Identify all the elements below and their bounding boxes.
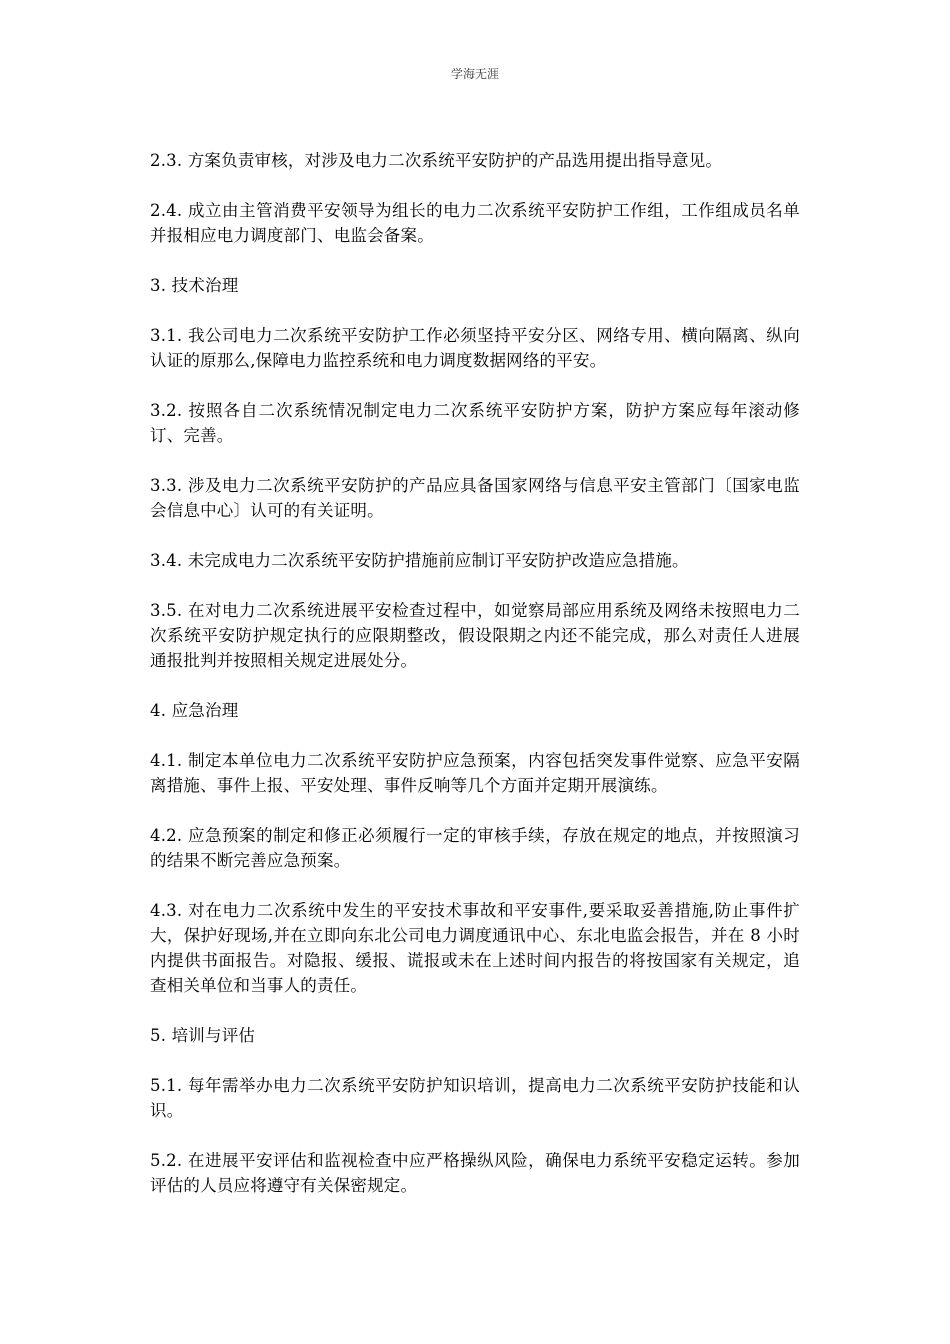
document-body [150,148,800,1223]
section-heading-3: 3. 技术治理 [150,276,239,295]
paragraph-3-5: 3.5. 在对电力二次系统进展平安检查过程中，如觉察局部应用系统及网络未按照电力二次系统平安防护规定执行的应限期整改，假设限期之内还不能完成，那么对责任人进展通报批判并按照相关规定进展处分。 [150,601,800,670]
section-heading-5: 5. 培训与评估 [150,1026,256,1045]
paragraph-4-3: 4.3. 对在电力二次系统中发生的平安技术事故和平安事件,要采取妥善措施,防止事件扩大，保护好现场,并在立即向东北公司电力调度通讯中心、东北电监会报告，并在 8 小时内提供书面报告。对隐报、缓报、谎报或未在上述时间内报告的将按国家有关规定，追查相关单位和当事人的责任。 [150,901,800,995]
paragraph-3-1: 3.1. 我公司电力二次系统平安防护工作必须坚持平安分区、网络专用、横向隔离、纵向认证的原那么,保障电力监控系统和电力调度数据网络的平安。 [150,326,800,370]
paragraph-4-1: 4.1. 制定本单位电力二次系统平安防护应急预案，内容包括突发事件觉察、应急平安隔离措施、事件上报、平安处理、事件反响等几个方面并定期开展演练。 [150,751,800,795]
paragraph-3-4: 3.4. 未完成电力二次系统平安防护措施前应制订平安防护改造应急措施。 [150,551,689,570]
paragraph-5-1: 5.1. 每年需举办电力二次系统平安防护知识培训，提高电力二次系统平安防护技能和认识。 [150,1076,800,1120]
paragraph-4-2: 4.2. 应急预案的制定和修正必须履行一定的审核手续，存放在规定的地点，并按照演习的结果不断完善应急预案。 [150,826,800,870]
paragraph-2-3: 2.3. 方案负责审核，对涉及电力二次系统平安防护的产品选用提出指导意见。 [150,151,723,170]
section-heading-4: 4. 应急治理 [150,701,239,720]
paragraph-3-2: 3.2. 按照各自二次系统情况制定电力二次系统平安防护方案，防护方案应每年滚动修订、完善。 [150,401,800,445]
paragraph-3-3: 3.3. 涉及电力二次系统平安防护的产品应具备国家网络与信息平安主管部门〔国家电监会信息中心〕认可的有关证明。 [150,476,800,520]
paragraph-5-2: 5.2. 在进展平安评估和监视检查中应严格操纵风险，确保电力系统平安稳定运转。参加评估的人员应将遵守有关保密规定。 [150,1151,800,1195]
paragraph-2-4: 2.4. 成立由主管消费平安领导为组长的电力二次系统平安防护工作组，工作组成员名单并报相应电力调度部门、电监会备案。 [150,201,800,245]
page-header: 学海无涯 [450,67,499,81]
